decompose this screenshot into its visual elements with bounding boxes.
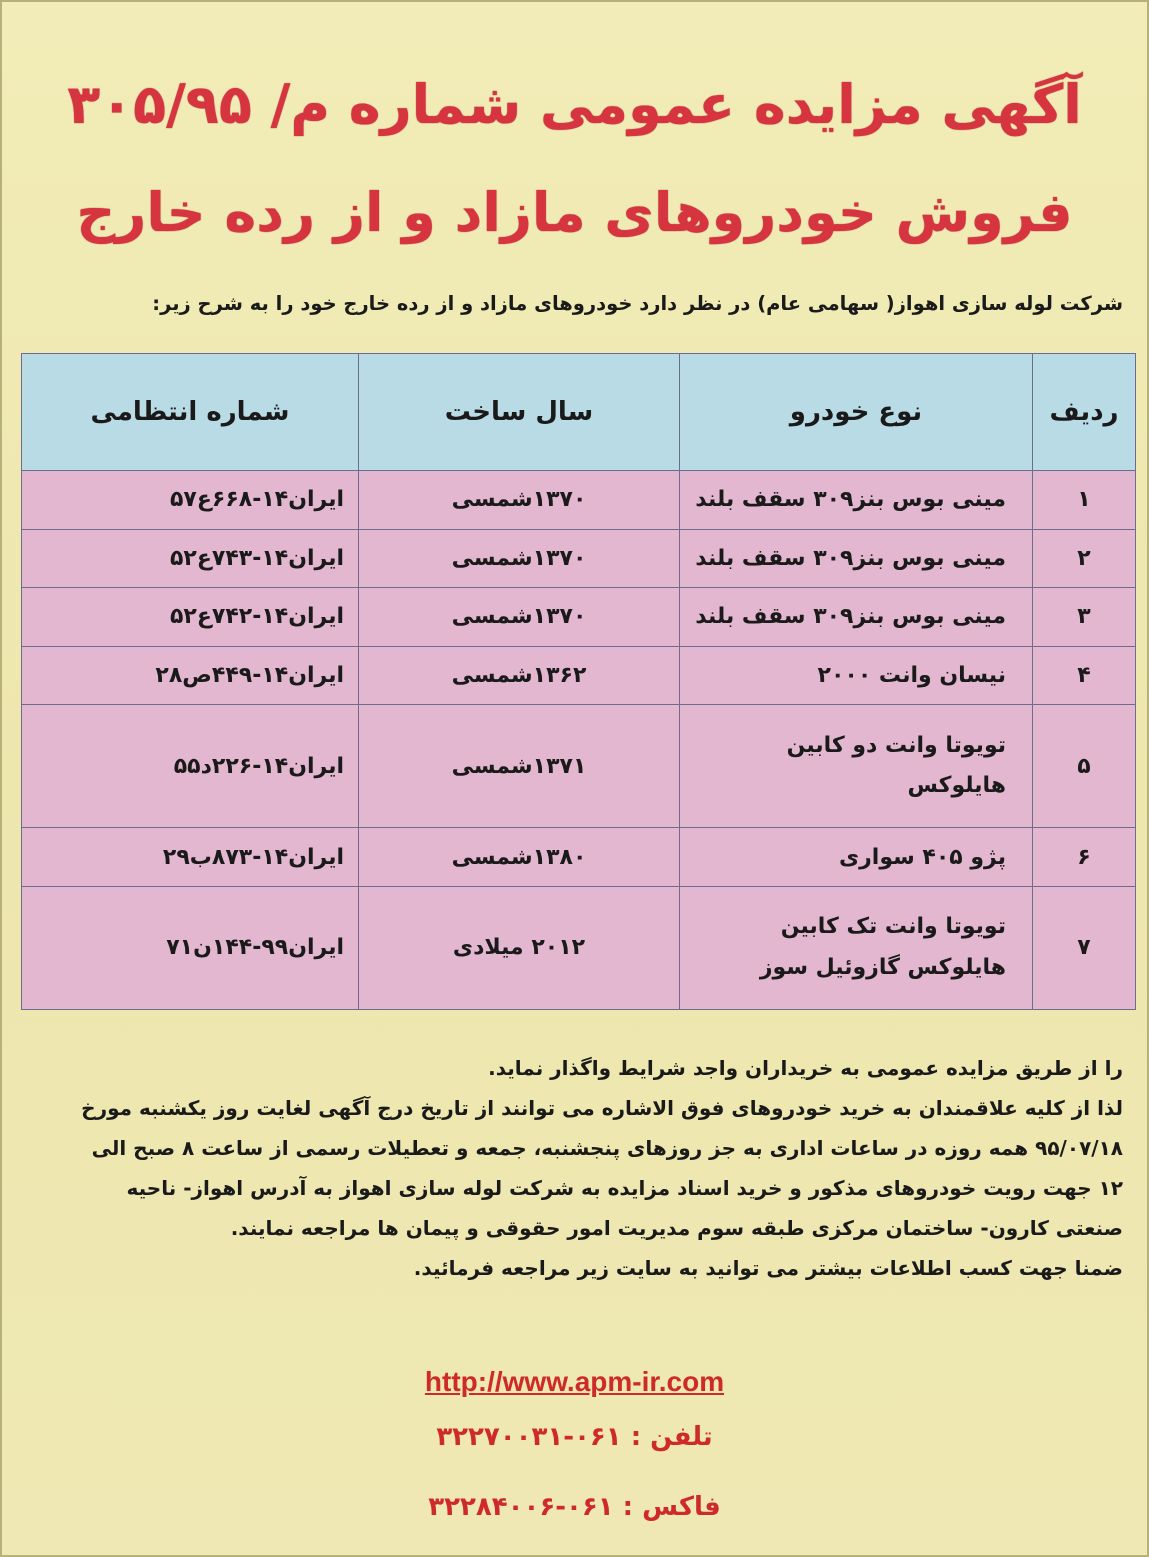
build-year: ۱۳۷۰شمسی — [359, 529, 680, 588]
row-number: ۴ — [1033, 646, 1136, 705]
header-build-year: سال ساخت — [359, 354, 680, 471]
notice-subtitle: فروش خودروهای مازاد و از رده خارج — [76, 181, 1073, 244]
plate-number: ایران۱۴-۲۲۶د۵۵ — [22, 705, 359, 828]
build-year: ۲۰۱۲ میلادی — [359, 886, 680, 1009]
website-link[interactable]: http://www.apm-ir.com — [424, 1366, 725, 1397]
row-number: ۳ — [1033, 588, 1136, 647]
plate-number: ایران۱۴-۴۴۹ص۲۸ — [22, 646, 359, 705]
table-row — [22, 529, 1136, 588]
notice-title: آگهی مزایده عمومی شماره م/ ۳۰۵/۹۵ — [67, 73, 1082, 136]
body-line: ۱۲ جهت رویت خودروهای مذکور و خرید اسناد مزایده به شرکت لوله سازی اهواز به آدرس اهواز- ناحیه — [126, 1176, 1123, 1200]
fax-number: فاکس : ۰۶۱-۳۲۲۸۴۰۰۶ — [428, 1492, 721, 1522]
build-year: ۱۳۷۱شمسی — [359, 705, 680, 828]
table-row — [22, 705, 1136, 828]
vehicle-type: پژو ۴۰۵ سواری — [680, 828, 1033, 887]
body-line: لذا از کلیه علاقمندان به خرید خودروهای فوق الاشاره می توانند از تاریخ درج آگهی لغایت روز یکشنبه مورخ — [81, 1096, 1123, 1120]
vehicle-type: مینی بوس بنز۳۰۹ سقف بلند — [680, 529, 1033, 588]
plate-number: ایران۹۹-۱۴۴ن۷۱ — [22, 886, 359, 1009]
vehicle-type: نیسان وانت ۲۰۰۰ — [680, 646, 1033, 705]
table-row — [22, 828, 1136, 887]
vehicle-type-text: تویوتا وانت تک کابین هایلوکس گازوئیل سوز — [759, 914, 1006, 980]
row-number: ۷ — [1033, 886, 1136, 1009]
vehicles-table — [21, 353, 1136, 1010]
body-line: را از طریق مزایده عمومی به خریداران واجد شرایط واگذار نماید. — [488, 1056, 1123, 1080]
body-line: صنعتی کارون- ساختمان مرکزی طبقه سوم مدیریت امور حقوقی و پیمان ها مراجعه نمایند. — [230, 1216, 1123, 1240]
body-line: ۹۵/۰۷/۱۸ همه روزه در ساعات اداری به جز روزهای پنجشنبه، جمعه و تعطیلات رسمی از ساعت ۸ صبح الی — [91, 1136, 1123, 1160]
build-year: ۱۳۸۰شمسی — [359, 828, 680, 887]
table-row — [22, 471, 1136, 530]
build-year: ۱۳۷۰شمسی — [359, 471, 680, 530]
phone-number: تلفن : ۰۶۱-۳۲۲۷۰۰۳۱ — [436, 1422, 713, 1452]
table-row — [22, 886, 1136, 1009]
row-number: ۵ — [1033, 705, 1136, 828]
vehicle-type: مینی بوس بنز۳۰۹ سقف بلند — [680, 588, 1033, 647]
header-plate-number: شماره انتظامی — [22, 354, 359, 471]
vehicle-type-text: تویوتا وانت دو کابین هایلوکس — [786, 732, 1006, 799]
row-number: ۱ — [1033, 471, 1136, 530]
vehicle-type — [680, 886, 1033, 1009]
vehicle-type — [680, 705, 1033, 828]
table-header-row — [22, 354, 1136, 471]
build-year: ۱۳۶۲شمسی — [359, 646, 680, 705]
intro-paragraph: شرکت لوله سازی اهواز( سهامی عام) در نظر دارد خودروهای مازاد و از رده خارج خود را به شرح زیر: — [152, 292, 1123, 315]
row-number: ۲ — [1033, 529, 1136, 588]
plate-number: ایران۱۴-۷۴۳ع۵۲ — [22, 529, 359, 588]
body-line: ضمنا جهت کسب اطلاعات بیشتر می توانید به سایت زیر مراجعه فرمائید. — [413, 1256, 1123, 1280]
table-row — [22, 646, 1136, 705]
row-number: ۶ — [1033, 828, 1136, 887]
notice-body — [38, 1048, 1123, 1288]
plate-number: ایران۱۴-۶۶۸ع۵۷ — [22, 471, 359, 530]
plate-number: ایران۱۴-۷۴۲ع۵۲ — [22, 588, 359, 647]
plate-number: ایران۱۴-۸۷۳ب۲۹ — [22, 828, 359, 887]
table-row — [22, 588, 1136, 647]
header-vehicle-type: نوع خودرو — [680, 354, 1033, 471]
vehicle-type: مینی بوس بنز۳۰۹ سقف بلند — [680, 471, 1033, 530]
header-row-number: ردیف — [1033, 354, 1136, 471]
build-year: ۱۳۷۰شمسی — [359, 588, 680, 647]
